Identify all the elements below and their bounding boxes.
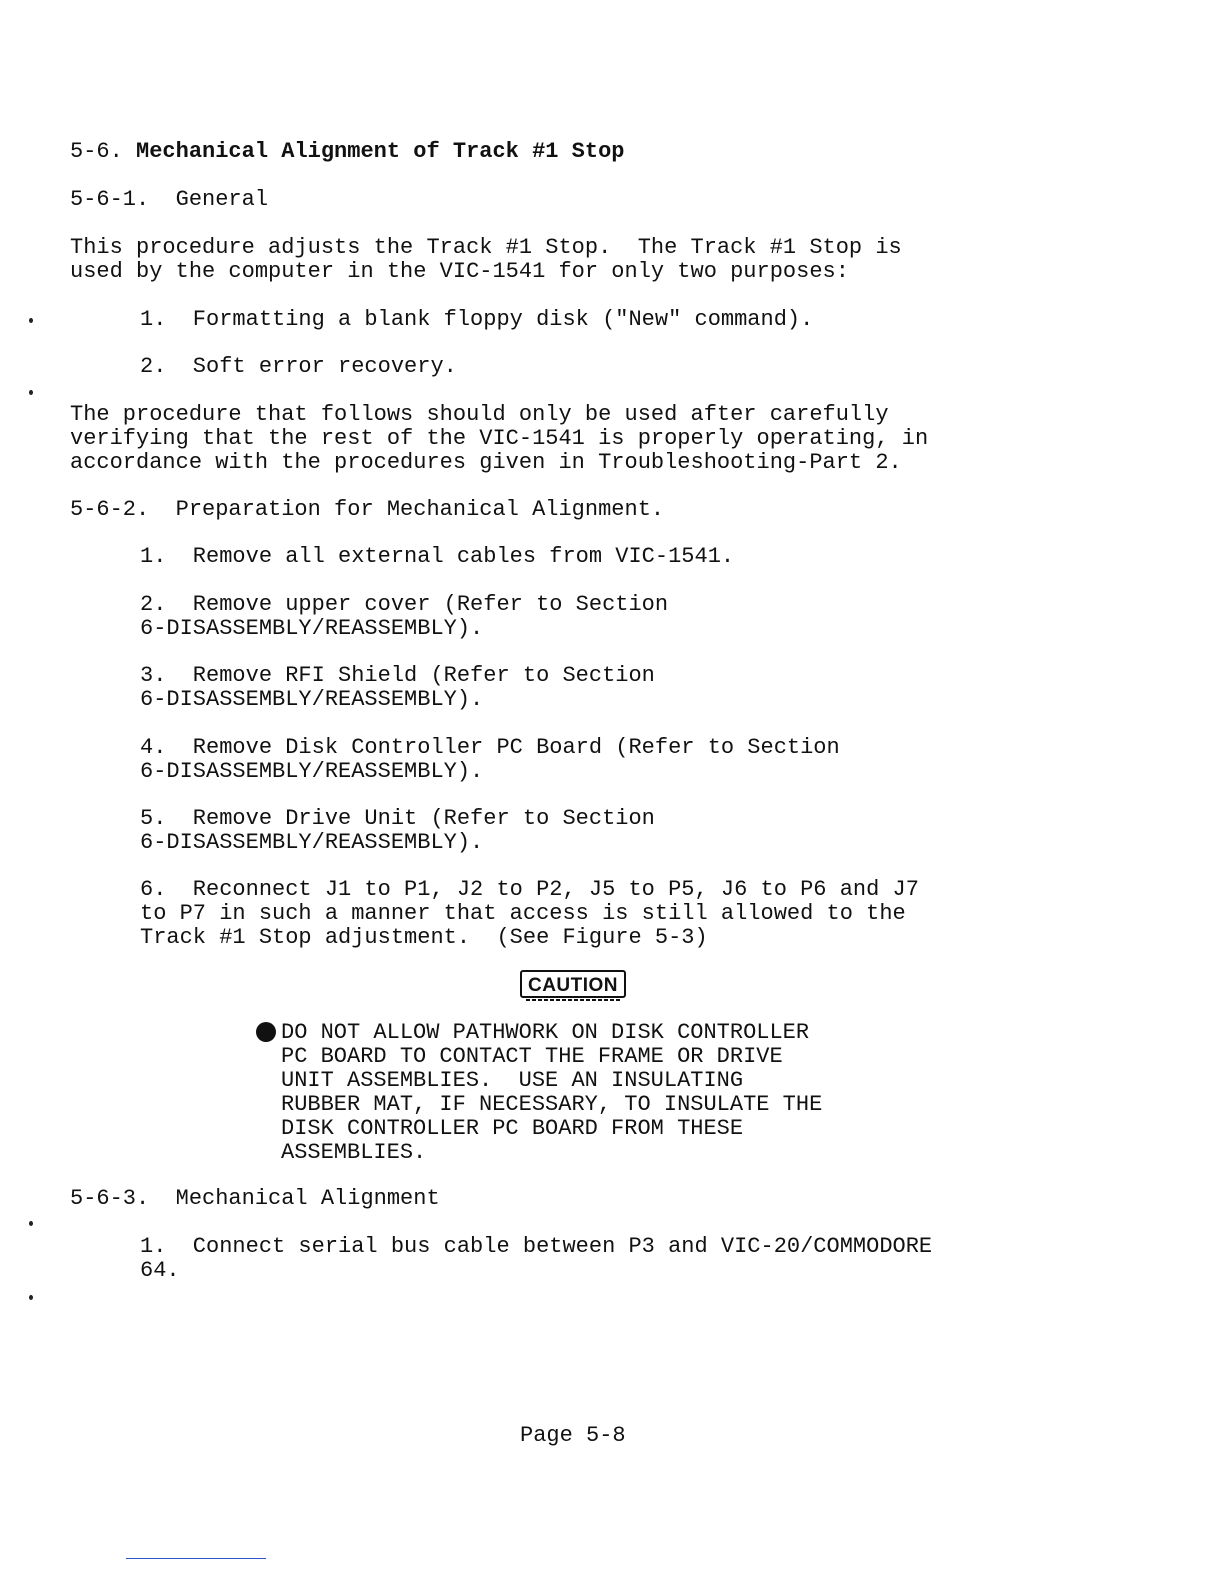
- caution-label: CAUTION: [520, 970, 626, 998]
- caution-line: UNIT ASSEMBLIES. USE AN INSULATING: [281, 1068, 744, 1093]
- prep-step-cont: 6-DISASSEMBLY/REASSEMBLY).: [140, 830, 484, 855]
- subsection-heading-general: 5-6-1. General: [70, 187, 269, 212]
- intro-line: used by the computer in the VIC-1541 for only two purposes:: [70, 259, 849, 284]
- section-title-text: Mechanical Alignment of Track #1 Stop: [136, 139, 625, 164]
- section-title: [70, 140, 625, 164]
- subsection-heading-alignment: 5-6-3. Mechanical Alignment: [70, 1186, 440, 1211]
- caution-line: PC BOARD TO CONTACT THE FRAME OR DRIVE: [281, 1044, 783, 1069]
- prep-step: 6. Reconnect J1 to P1, J2 to P2, J5 to P5, J6 to P6 and J7: [140, 877, 919, 902]
- caution-line: DO NOT ALLOW PATHWORK ON DISK CONTROLLER: [281, 1020, 810, 1045]
- prep-step: 1. Remove all external cables from VIC-1541.: [140, 544, 735, 569]
- prep-step: 5. Remove Drive Unit (Refer to Section: [140, 806, 655, 831]
- prep-step-cont: 6-DISASSEMBLY/REASSEMBLY).: [140, 759, 484, 784]
- note-line: verifying that the rest of the VIC-1541 is properly operating, in: [70, 426, 929, 451]
- note-line: The procedure that follows should only be used after carefully: [70, 402, 889, 427]
- note-line: accordance with the procedures given in Troubleshooting-Part 2.: [70, 450, 902, 475]
- prep-step: 3. Remove RFI Shield (Refer to Section: [140, 663, 655, 688]
- page-number: Page 5-8: [520, 1423, 626, 1448]
- margin-mark: [29, 1221, 33, 1226]
- intro-line: This procedure adjusts the Track #1 Stop. The Track #1 Stop is: [70, 235, 902, 260]
- margin-mark: [29, 318, 33, 323]
- alignment-step: 1. Connect serial bus cable between P3 and VIC-20/COMMODORE: [140, 1234, 933, 1259]
- prep-step-cont: Track #1 Stop adjustment. (See Figure 5-3): [140, 925, 708, 950]
- subsection-heading-preparation: 5-6-2. Preparation for Mechanical Alignment.: [70, 497, 665, 522]
- alignment-step-cont: 64.: [140, 1258, 180, 1283]
- prep-step-cont: to P7 in such a manner that access is still allowed to the: [140, 901, 906, 926]
- margin-mark: [29, 1295, 33, 1300]
- prep-step-cont: 6-DISASSEMBLY/REASSEMBLY).: [140, 616, 484, 641]
- prep-step: 4. Remove Disk Controller PC Board (Refer to Section: [140, 735, 840, 760]
- margin-mark: [29, 390, 33, 395]
- purpose-item: 1. Formatting a blank floppy disk ("New" command).: [140, 307, 814, 332]
- caution-line: DISK CONTROLLER PC BOARD FROM THESE: [281, 1116, 744, 1141]
- caution-bullet-icon: [256, 1022, 276, 1042]
- purpose-item: 2. Soft error recovery.: [140, 354, 457, 379]
- prep-step: 2. Remove upper cover (Refer to Section: [140, 592, 669, 617]
- caution-line: RUBBER MAT, IF NECESSARY, TO INSULATE THE: [281, 1092, 823, 1117]
- prep-step-cont: 6-DISASSEMBLY/REASSEMBLY).: [140, 687, 484, 712]
- caution-line: ASSEMBLIES.: [281, 1140, 427, 1165]
- scan-edge-line: [126, 1558, 266, 1559]
- section-number: 5-6.: [70, 139, 123, 164]
